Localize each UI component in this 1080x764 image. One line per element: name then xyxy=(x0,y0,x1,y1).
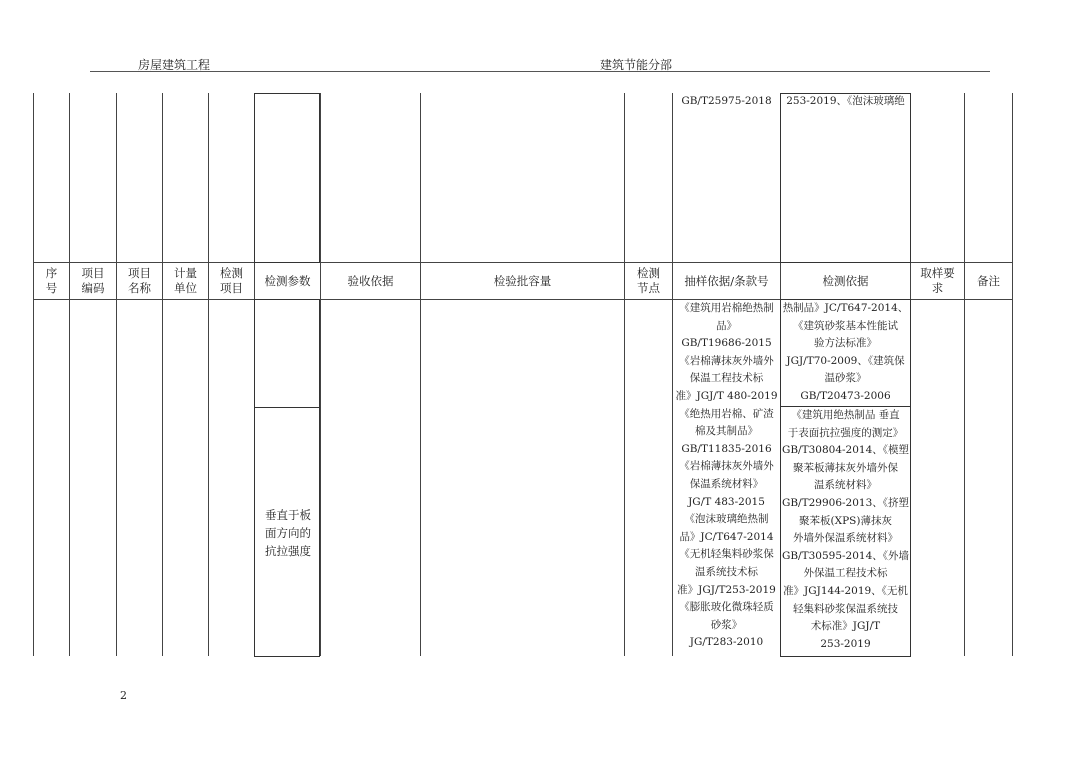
col-header-accept: 验收依据 xyxy=(347,273,394,288)
col-header-node-line2: 节点 xyxy=(637,281,660,295)
col-line xyxy=(1012,93,1013,656)
col-header-basis: 检测依据 xyxy=(822,273,869,288)
sampling-line: 《泡沫玻璃绝热制 xyxy=(684,513,769,526)
col-line xyxy=(116,93,117,656)
col-header-code-line2: 编码 xyxy=(81,281,105,295)
basis-line: 253-2019 xyxy=(820,637,871,650)
basis-line: GB/T29906-2013、《挤塑 xyxy=(781,496,910,509)
col-header-unit-line2: 单位 xyxy=(174,281,197,295)
top-sampling-line: GB/T25975-2018 xyxy=(681,95,772,107)
test-basis-lower-cell xyxy=(781,407,910,653)
sampling-line: 《岩棉薄抹灰外墙外 xyxy=(679,460,774,473)
col-line xyxy=(420,93,421,656)
sampling-line: 保温系统材料》 xyxy=(689,477,764,490)
col-header-name-line1: 项目 xyxy=(128,266,151,280)
basis-box-top xyxy=(780,93,911,263)
sampling-line: 《岩棉薄抹灰外墙外 xyxy=(679,354,774,367)
col-line xyxy=(33,93,34,656)
col-header-param: 检测参数 xyxy=(264,273,311,288)
basis-line: 外保温工程技术标 xyxy=(803,567,888,580)
sampling-line: 《建筑用岩棉绝热制 xyxy=(679,302,774,314)
sampling-line: 《无机轻集料砂浆保 xyxy=(679,548,774,561)
sampling-line: GB/T11835-2016 xyxy=(681,442,772,455)
header-section-name: 建筑节能分部 xyxy=(600,58,673,72)
sampling-line: 棉及其制品》 xyxy=(695,425,758,438)
sampling-line: GB/T19686-2015 xyxy=(681,337,772,350)
param-box-top xyxy=(254,93,320,263)
sampling-line: JG/T283-2010 xyxy=(689,636,764,649)
sampling-line: 品》JC/T647-2014 xyxy=(679,530,774,543)
col-header-node xyxy=(625,263,672,299)
col-line xyxy=(320,93,321,656)
basis-line: 于表面抗拉强度的测定》 xyxy=(787,426,904,439)
col-header-unit-line1: 计量 xyxy=(174,266,197,280)
col-header-node-line1: 检测 xyxy=(637,266,660,280)
test-param-line: 面方向的 xyxy=(265,526,311,540)
col-header-name xyxy=(117,263,162,299)
col-header-remark: 备注 xyxy=(977,273,1000,288)
col-header-sample-req xyxy=(911,263,964,299)
top-sampling-cell xyxy=(673,93,780,111)
sampling-line: 砂浆》 xyxy=(710,618,743,631)
header-project-type: 房屋建筑工程 xyxy=(138,58,211,72)
top-basis-cell xyxy=(781,93,910,111)
param-box-upper xyxy=(254,299,320,408)
basis-line: 外墙外保温系统材料》 xyxy=(793,532,898,545)
sampling-line: 《绝热用岩棉、矿渣 xyxy=(679,407,774,420)
col-header-item-line1: 检测 xyxy=(220,266,243,280)
basis-line: 准》JGJ144-2019、《无机 xyxy=(783,584,908,597)
basis-line: GB/T30595-2014、《外墙 xyxy=(781,549,910,562)
basis-line: 验方法标准》 xyxy=(814,337,877,349)
col-line xyxy=(69,93,70,656)
basis-line: 《建筑砂浆基本性能试 xyxy=(793,319,898,332)
col-header-seq-line1: 序 xyxy=(45,266,58,280)
basis-line: 《建筑用绝热制品 垂直 xyxy=(791,409,900,421)
test-param-line: 垂直于板 xyxy=(265,508,311,522)
sampling-line: 温系统技术标 xyxy=(695,565,758,578)
test-param-cell xyxy=(256,506,320,560)
col-header-unit xyxy=(163,263,208,299)
sampling-line: 《膨胀玻化微珠轻质 xyxy=(679,601,774,614)
sampling-line: JG/T 483-2015 xyxy=(688,495,765,508)
col-line xyxy=(624,93,625,656)
sampling-line: 准》JGJ/T253-2019 xyxy=(677,583,776,596)
basis-line: 轻集料砂浆保温系统技 xyxy=(793,602,898,615)
test-basis-upper-cell xyxy=(781,300,910,405)
col-header-seq xyxy=(34,263,69,299)
col-line xyxy=(208,93,209,656)
test-param-line: 抗拉强度 xyxy=(265,544,311,558)
sampling-line: 准》JGJ/T 480-2019 xyxy=(675,389,778,402)
page-number: 2 xyxy=(120,689,127,702)
col-header-sample-req-line2: 求 xyxy=(931,281,944,295)
col-header-item xyxy=(209,263,254,299)
sampling-line: 品》 xyxy=(716,319,737,332)
basis-line: 温系统材料》 xyxy=(814,479,877,492)
sampling-basis-cell xyxy=(673,300,780,652)
col-header-sample-req-line1: 取样要 xyxy=(920,266,955,280)
col-header-name-line2: 名称 xyxy=(128,281,151,295)
basis-line: 聚苯板(XPS)薄抹灰 xyxy=(799,514,892,527)
basis-line: 热制品》JC/T647-2014、 xyxy=(782,302,909,314)
col-line xyxy=(964,93,965,656)
top-basis-line: 253-2019、《泡沫玻璃绝 xyxy=(786,95,905,107)
basis-line: 温砂浆》 xyxy=(824,372,867,384)
basis-line: 术标准》JGJ/T xyxy=(810,620,881,633)
col-header-seq-line2: 号 xyxy=(45,281,58,295)
basis-line: GB/T30804-2014、《模塑 xyxy=(781,444,910,457)
col-header-batch: 检验批容量 xyxy=(493,273,552,288)
basis-line: 聚苯板薄抹灰外墙外保 xyxy=(793,461,898,474)
basis-line: GB/T20473-2006 xyxy=(800,389,891,402)
col-line xyxy=(162,93,163,656)
col-header-sampling: 抽样依据/条款号 xyxy=(684,273,769,288)
col-header-code-line1: 项目 xyxy=(81,266,105,280)
header-divider xyxy=(90,71,990,72)
col-header-item-line2: 项目 xyxy=(220,281,243,295)
col-header-code xyxy=(70,263,116,299)
sampling-line: 保温工程技术标 xyxy=(689,372,764,385)
basis-line: JGJ/T70-2009、《建筑保 xyxy=(786,354,905,367)
